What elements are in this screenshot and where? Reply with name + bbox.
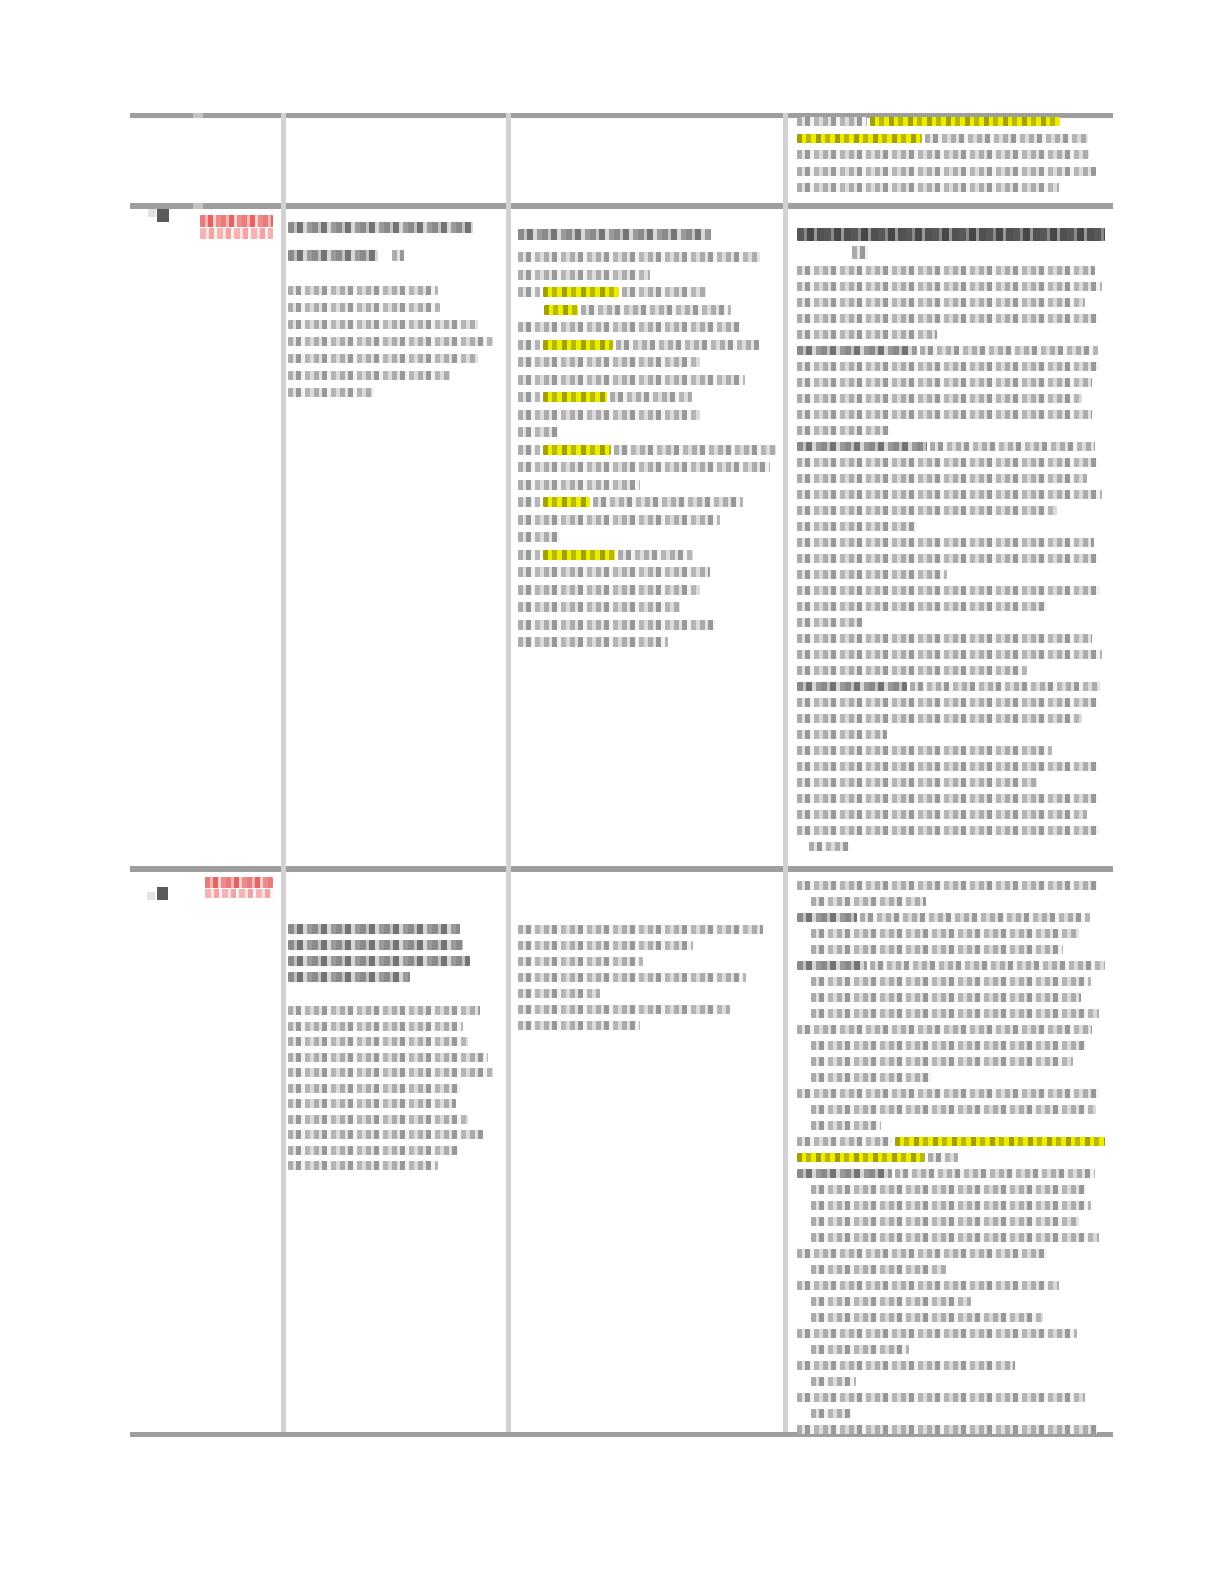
- text-line: [797, 682, 1105, 691]
- text-line: [797, 1169, 1108, 1178]
- row2-col4-heading-block: [797, 228, 1108, 264]
- text-line: [797, 1153, 1108, 1162]
- text-line: [811, 1105, 1108, 1114]
- text-line: [288, 303, 496, 312]
- table-border-vertical: [783, 113, 788, 1432]
- table-border-vertical: [506, 113, 511, 1432]
- text-line: [288, 337, 496, 346]
- row3-number-marker: [157, 887, 168, 900]
- row3-col2-title-block: [288, 924, 473, 988]
- text-line: [518, 515, 779, 525]
- text-line: [518, 957, 766, 966]
- text-line: [288, 1130, 496, 1139]
- text-line: [518, 392, 779, 402]
- row2-col3-title-block: [518, 229, 714, 250]
- text-line: [797, 1393, 1108, 1402]
- row2-red-label-line1: [200, 215, 273, 227]
- text-line: [797, 746, 1105, 755]
- text-line: [797, 506, 1105, 515]
- text-line: [797, 282, 1105, 291]
- text-line: [518, 497, 779, 507]
- text-line: [811, 1121, 1108, 1130]
- text-line: [288, 940, 473, 950]
- text-line: [797, 1425, 1108, 1434]
- text-line: [797, 913, 1108, 922]
- text-line: [797, 618, 1105, 627]
- text-line: [518, 941, 766, 950]
- text-line: [518, 375, 779, 385]
- row1-col4-text-block-with-highlight: [797, 117, 1099, 200]
- text-line: [288, 354, 496, 363]
- text-line: [518, 462, 779, 472]
- text-line: [797, 794, 1105, 803]
- text-line: [797, 961, 1108, 970]
- text-line: [797, 1281, 1108, 1290]
- text-line: [797, 634, 1105, 643]
- text-line: [797, 778, 1105, 787]
- text-line: [518, 270, 779, 280]
- text-line: [852, 246, 1108, 259]
- text-line: [544, 305, 779, 315]
- row2-col2-title-block: [288, 222, 476, 278]
- row2-col4-dense-text-block: [797, 266, 1105, 858]
- text-line: [811, 897, 1108, 906]
- row2-col2-paragraph-block: [288, 286, 496, 405]
- row3-col2-paragraph-block: [288, 1006, 496, 1177]
- row3-col4-references-block-with-highlight: [797, 881, 1108, 1441]
- row3-number-marker-light: [147, 892, 155, 900]
- text-line: [797, 458, 1105, 467]
- text-line: [811, 1217, 1108, 1226]
- text-line: [797, 490, 1105, 499]
- text-line: [797, 426, 1105, 435]
- row2-number-marker: [157, 209, 169, 222]
- text-line: [797, 474, 1105, 483]
- text-line: [797, 586, 1105, 595]
- text-line: [288, 1006, 496, 1015]
- text-line: [518, 427, 779, 437]
- text-line: [797, 1025, 1108, 1034]
- text-line: [797, 826, 1105, 835]
- text-line: [797, 1361, 1108, 1370]
- row2-red-label-line2: [200, 228, 273, 239]
- text-line: [518, 410, 779, 420]
- text-line: [811, 993, 1108, 1002]
- text-line: [797, 314, 1105, 323]
- text-line: [288, 286, 496, 295]
- text-line: [797, 602, 1105, 611]
- text-line: [797, 666, 1105, 675]
- text-line: [797, 522, 1105, 531]
- text-line: [797, 183, 1099, 192]
- text-line: [811, 1377, 1108, 1386]
- row3-red-label-line1: [205, 877, 273, 888]
- text-line: [288, 1099, 496, 1108]
- text-line: [288, 1037, 496, 1046]
- text-line: [518, 550, 779, 560]
- text-line: [797, 698, 1105, 707]
- text-line: [518, 357, 779, 367]
- text-line: [797, 570, 1105, 579]
- text-line: [518, 602, 779, 612]
- text-line: [518, 480, 779, 490]
- text-line: [797, 650, 1105, 659]
- text-line: [518, 567, 779, 577]
- text-line: [288, 1022, 496, 1031]
- text-line: [518, 989, 766, 998]
- text-line: [288, 222, 476, 233]
- text-line: [797, 378, 1105, 387]
- text-line: [797, 730, 1105, 739]
- text-line: [288, 388, 496, 397]
- text-line: [288, 1068, 496, 1077]
- text-line: [811, 1265, 1108, 1274]
- text-line: [518, 229, 714, 240]
- text-line: [811, 1057, 1108, 1066]
- text-line: [811, 1009, 1108, 1018]
- row3-col3-paragraph-block: [518, 925, 766, 1037]
- text-line: [288, 956, 473, 966]
- text-line: [797, 298, 1105, 307]
- text-line: [811, 1201, 1108, 1210]
- text-line: [797, 362, 1105, 371]
- text-line: [288, 250, 476, 261]
- row3-red-label-line2: [205, 889, 273, 898]
- text-line: [288, 371, 496, 380]
- text-line: [811, 1345, 1108, 1354]
- text-line: [518, 1021, 766, 1030]
- text-line: [518, 637, 779, 647]
- text-line: [811, 1041, 1108, 1050]
- text-line: [811, 1297, 1108, 1306]
- text-line: [811, 1409, 1108, 1418]
- text-line: [811, 977, 1108, 986]
- text-line: [288, 1161, 496, 1170]
- text-line: [811, 929, 1108, 938]
- text-line: [797, 228, 1108, 241]
- text-line: [797, 134, 1099, 143]
- text-line: [811, 1185, 1108, 1194]
- text-line: [518, 287, 779, 297]
- row2-number-marker-light: [148, 209, 156, 217]
- text-line: [797, 410, 1105, 419]
- text-line: [797, 714, 1105, 723]
- text-line: [288, 972, 473, 982]
- text-line: [518, 925, 766, 934]
- text-line: [797, 1249, 1108, 1258]
- table-border-horizontal: [130, 866, 1113, 872]
- text-line: [811, 945, 1108, 954]
- text-line: [797, 1329, 1108, 1338]
- text-line: [288, 1053, 496, 1062]
- text-line: [288, 1084, 496, 1093]
- text-line: [797, 394, 1105, 403]
- text-line: [518, 322, 779, 332]
- text-line: [518, 532, 779, 542]
- text-line: [288, 924, 473, 934]
- table-border-vertical: [281, 113, 286, 1432]
- text-line: [288, 320, 496, 329]
- text-line: [518, 620, 779, 630]
- text-line: [797, 1137, 1108, 1146]
- text-line: [288, 1146, 496, 1155]
- text-line: [797, 117, 1099, 126]
- text-line: [797, 554, 1105, 563]
- text-line: [518, 340, 779, 350]
- text-line: [288, 1115, 496, 1124]
- text-line: [811, 1073, 1108, 1082]
- row2-col3-list-block-with-highlights: [518, 252, 779, 655]
- text-line: [518, 1005, 766, 1014]
- text-line: [797, 810, 1105, 819]
- text-line: [797, 330, 1105, 339]
- text-line: [518, 445, 779, 455]
- text-line: [797, 881, 1108, 890]
- text-line: [811, 1233, 1108, 1242]
- text-line: [797, 346, 1105, 355]
- text-line: [797, 150, 1099, 159]
- text-line: [797, 266, 1105, 275]
- text-line: [518, 973, 766, 982]
- text-line: [797, 167, 1099, 176]
- text-line: [811, 1313, 1108, 1322]
- text-line: [797, 762, 1105, 771]
- text-line: [797, 442, 1105, 451]
- text-line: [797, 538, 1105, 547]
- text-line: [518, 252, 779, 262]
- text-line: [797, 1089, 1108, 1098]
- text-line: [518, 585, 779, 595]
- text-line: [809, 842, 1105, 851]
- table-border-horizontal: [130, 203, 1113, 209]
